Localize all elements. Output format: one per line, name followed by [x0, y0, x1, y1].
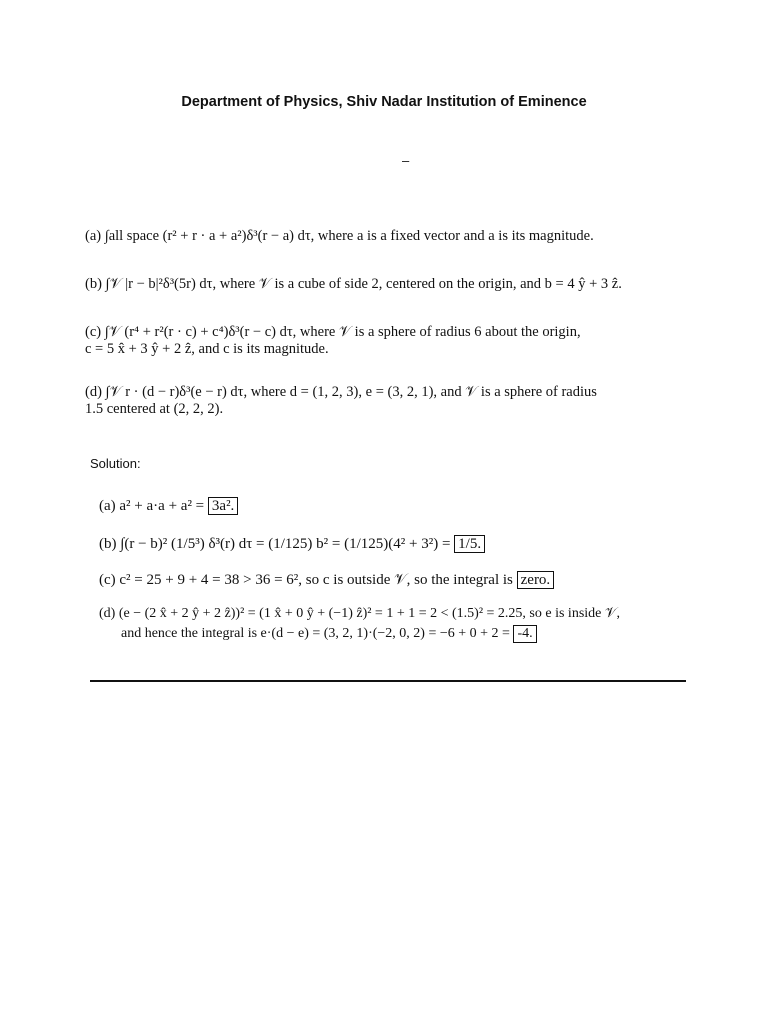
solution-line: (d) (e − (2 x̂ + 2 ŷ + 2 ẑ))² = (1 x̂ + 0 ŷ + (−1) ẑ)² = 1 + 1 = 2 < (1.5)² = 2.25, so e is inside 𝒱,	[99, 606, 621, 621]
problem-line: 1.5 centered at (2, 2, 2).	[85, 401, 224, 417]
solution-b	[99, 534, 759, 554]
problem-a	[85, 228, 685, 245]
answer-box: -4.	[513, 625, 536, 643]
solution-text: (b) ∫(r − b)² (1/5³) δ³(r) dτ = (1/125) b² = (1/125)(4² + 3²) =	[99, 536, 455, 552]
problem-line: (b) ∫𝒱 |r − b|²δ³(5r) dτ, where 𝒱 is a cube of side 2, centered on the origin, and b = 4 ŷ + 3 ẑ.	[85, 276, 622, 292]
solution-text: and hence the integral is e·(d − e) = (3, 2, 1)·(−2, 0, 2) = −6 + 0 + 2 =	[121, 626, 514, 641]
problem-line: (d) ∫𝒱 r · (d − r)δ³(e − r) dτ, where d = (1, 2, 3), e = (3, 2, 1), and 𝒱 is a sphere of radius	[85, 384, 597, 400]
problem-b	[85, 276, 685, 293]
solution-a	[99, 496, 759, 516]
answer-box: 3a².	[208, 497, 238, 515]
solution-c	[99, 570, 759, 590]
solution-line	[99, 624, 759, 644]
solution-d	[99, 604, 759, 644]
problem-line: (a) ∫all space (r² + r · a + a²)δ³(r − a) dτ, where a is a fixed vector and a is its magnitude.	[85, 228, 594, 244]
problem-c	[85, 324, 685, 358]
problem-d	[85, 384, 685, 418]
horizontal-rule	[90, 680, 686, 682]
solution-text: (a) a² + a·a + a² =	[99, 498, 208, 514]
answer-box: 1/5.	[454, 535, 485, 553]
solution-label: Solution:	[90, 456, 141, 471]
solution-text: (c) c² = 25 + 9 + 4 = 38 > 36 = 6², so c is outside 𝒱, so the integral is	[99, 572, 517, 588]
separator-dash: –	[402, 153, 410, 168]
problem-line: (c) ∫𝒱 (r⁴ + r²(r · c) + c⁴)δ³(r − c) dτ, where 𝒱 is a sphere of radius 6 about the origin,	[85, 324, 581, 340]
answer-box: zero.	[517, 571, 555, 589]
problem-line: c = 5 x̂ + 3 ŷ + 2 ẑ, and c is its magnitude.	[85, 341, 329, 357]
page-title: Department of Physics, Shiv Nadar Institution of Eminence	[181, 94, 587, 110]
